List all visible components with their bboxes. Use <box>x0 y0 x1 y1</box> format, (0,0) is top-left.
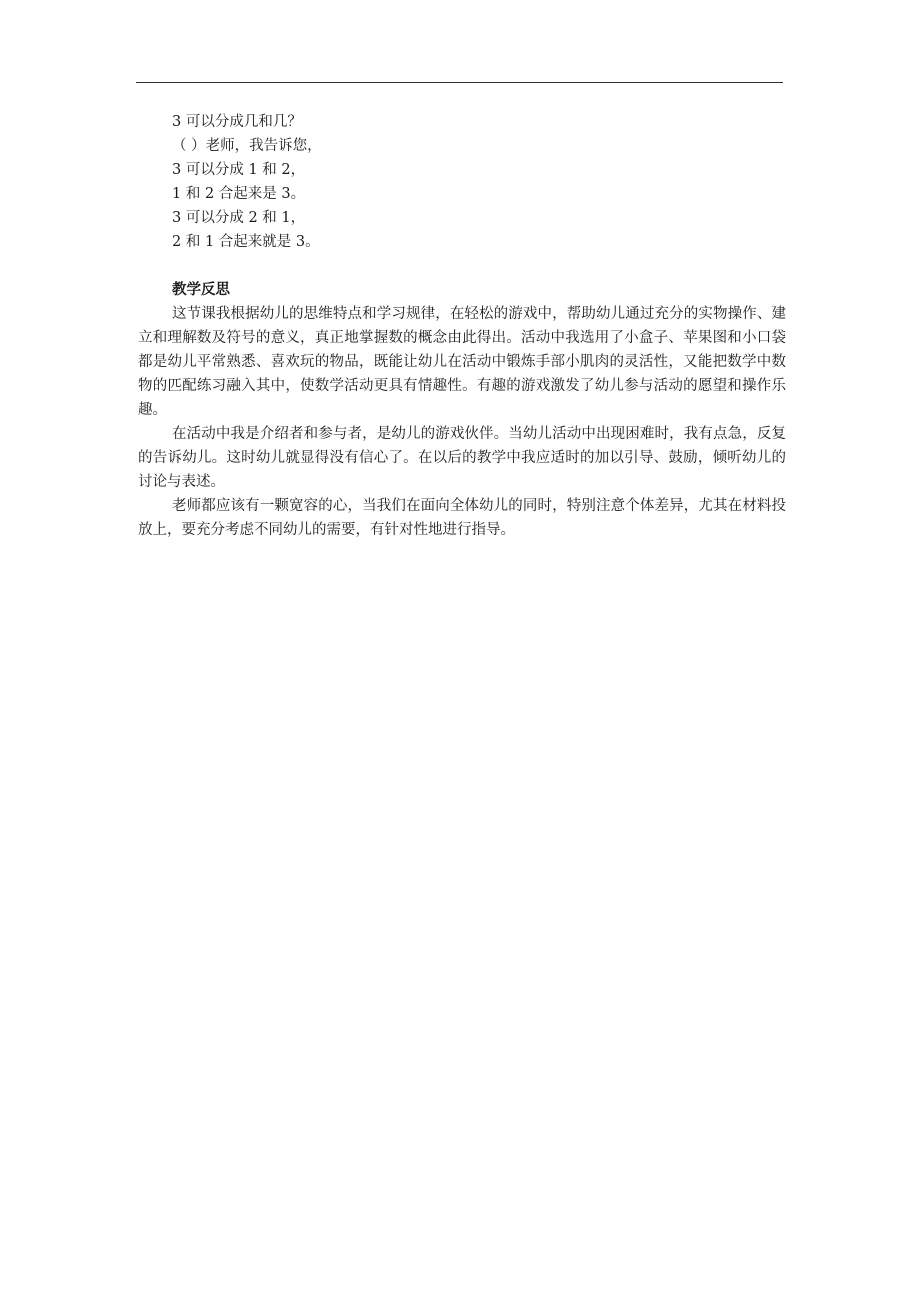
document-body <box>138 110 786 542</box>
section-spacer <box>138 254 786 278</box>
poem-line: 3 可以分成几和几？ <box>172 114 302 130</box>
reflection-paragraph: 老师都应该有一颗宽容的心，当我们在面向全体幼儿的同时，特别注意个体差异，尤其在材料投放上，要充分考虑不同幼儿的需要，有针对性地进行指导。 <box>138 498 786 538</box>
poem-line: 2 和 1 合起来就是 3。 <box>172 234 320 250</box>
poem-line: 3 可以分成 2 和 1， <box>172 210 306 226</box>
reflection-paragraph: 在活动中我是介绍者和参与者，是幼儿的游戏伙伴。当幼儿活动中出现困难时，我有点急，反复的告诉幼儿。这时幼儿就显得没有信心了。在以后的教学中我应适时的加以引导、鼓励，倾听幼儿的讨论与表述。 <box>138 426 786 490</box>
section-heading: 教学反思 <box>172 281 230 298</box>
header-rule <box>136 82 783 83</box>
reflection-paragraph: 这节课我根据幼儿的思维特点和学习规律，在轻松的游戏中，帮助幼儿通过充分的实物操作、建立和理解数及符号的意义，真正地掌握数的概念由此得出。活动中我选用了小盒子、苹果图和小口袋都是幼儿平常熟悉、喜欢玩的物品，既能让幼儿在活动中锻炼手部小肌肉的灵活性，又能把数学中数物的匹配练习融入其中，使数学活动更具有情趣性。有趣的游戏激发了幼儿参与活动的愿望和操作乐趣。 <box>138 306 786 418</box>
poem-line: 1 和 2 合起来是 3。 <box>172 186 306 202</box>
poem-line: （ ）老师，我告诉您， <box>172 138 322 154</box>
poem-line: 3 可以分成 1 和 2， <box>172 162 306 178</box>
